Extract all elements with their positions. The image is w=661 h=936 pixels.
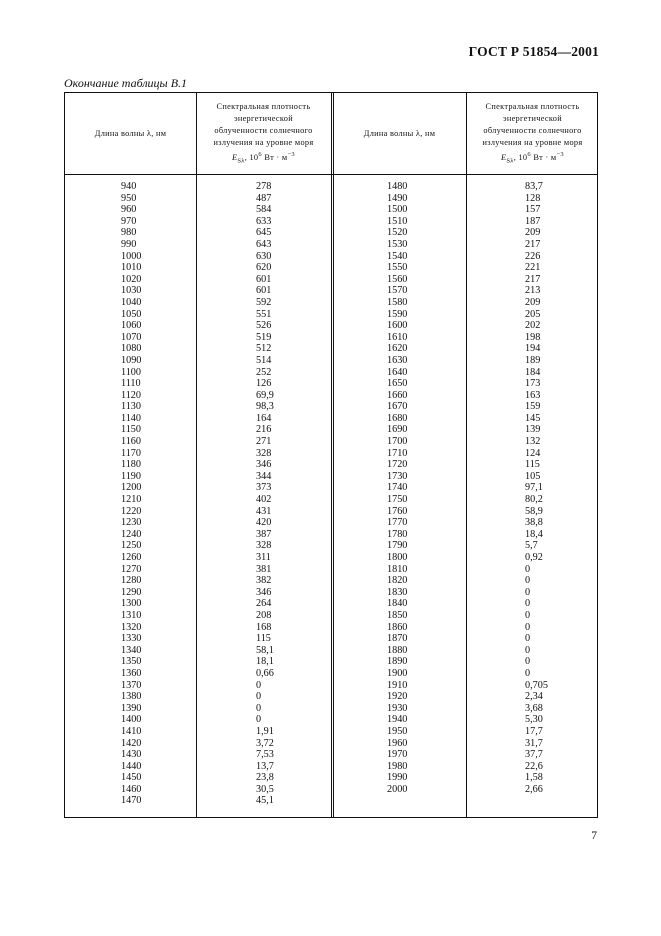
wavelength-cell: 1070 [121, 331, 142, 343]
wavelength-cell: 980 [121, 227, 137, 239]
density-cell: 184 [525, 366, 541, 378]
wavelength-cell: 1440 [121, 760, 142, 772]
wavelength-cell: 1230 [121, 517, 142, 529]
density-cell: 264 [256, 598, 272, 610]
wavelength-cell: 1410 [121, 725, 142, 737]
wavelength-cell: 1930 [387, 702, 408, 714]
density-cell: 83,7 [525, 181, 543, 192]
wavelength-cell: 1580 [387, 296, 408, 308]
wavelength-cell: 1990 [387, 772, 408, 784]
wavelength-cell: 1260 [121, 552, 142, 563]
density-cell: 620 [256, 262, 272, 274]
wavelength-cell: 1250 [121, 540, 142, 552]
wavelength-cell: 1140 [121, 412, 141, 424]
wavelength-cell: 1020 [121, 273, 142, 285]
wavelength-cell: 1150 [121, 424, 141, 436]
right-wavelength-column [387, 181, 407, 795]
density-cell: 213 [525, 285, 541, 297]
wavelength-cell: 1010 [121, 262, 142, 274]
wavelength-cell: 1590 [387, 308, 408, 320]
wavelength-cell: 1490 [387, 192, 408, 204]
wavelength-cell: 1760 [387, 505, 408, 517]
wavelength-cell: 1270 [121, 563, 142, 575]
wavelength-cell: 1600 [387, 320, 408, 332]
left-density-column [256, 181, 274, 807]
density-cell: 0 [525, 656, 531, 668]
density-cell: 198 [525, 331, 541, 343]
density-cell: 2,66 [525, 783, 543, 795]
wavelength-cell: 1310 [121, 609, 142, 621]
density-cell: 209 [525, 227, 541, 239]
wavelength-cell: 1300 [121, 598, 142, 610]
density-cell: 208 [256, 609, 272, 621]
wavelength-cell: 1900 [387, 667, 408, 679]
density-cell: 584 [256, 204, 272, 216]
wavelength-cell: 1090 [121, 354, 142, 366]
wavelength-cell: 940 [121, 181, 137, 192]
density-cell: 311 [256, 552, 271, 563]
wavelength-cell: 1330 [121, 633, 142, 645]
wavelength-cell: 1780 [387, 528, 408, 540]
wavelength-cell: 1400 [121, 714, 142, 726]
density-cell: 0 [525, 667, 531, 679]
wavelength-cell: 1660 [387, 389, 408, 401]
density-cell: 278 [256, 181, 272, 192]
wavelength-cell: 1730 [387, 470, 408, 482]
density-cell: 139 [525, 424, 541, 436]
wavelength-cell: 1290 [121, 586, 142, 598]
wavelength-cell: 1790 [387, 540, 408, 552]
document-code: ГОСТ Р 51854—2001 [468, 44, 599, 59]
density-cell: 115 [256, 633, 271, 645]
density-cell: 0,92 [525, 552, 543, 563]
wavelength-cell: 1640 [387, 366, 408, 378]
density-cell: 69,9 [256, 389, 274, 401]
wavelength-cell: 950 [121, 192, 137, 204]
wavelength-cell: 1390 [121, 702, 142, 714]
wavelength-cell: 1430 [121, 749, 142, 761]
wavelength-cell: 1690 [387, 424, 408, 436]
density-cell: 164 [256, 412, 272, 424]
density-cell: 17,7 [525, 725, 543, 737]
density-cell: 514 [256, 354, 272, 366]
density-cell: 31,7 [525, 737, 543, 749]
density-cell: 1,91 [256, 725, 274, 737]
wavelength-cell: 1000 [121, 250, 142, 262]
wavelength-cell: 1350 [121, 656, 142, 668]
density-cell: 194 [525, 343, 541, 355]
density-cell: 0 [525, 633, 531, 645]
wavelength-cell: 1190 [121, 470, 141, 482]
density-cell: 0 [256, 702, 262, 714]
density-cell: 13,7 [256, 760, 274, 772]
wavelength-cell: 970 [121, 215, 137, 227]
density-cell: 7,53 [256, 749, 274, 761]
density-cell: 431 [256, 505, 272, 517]
wavelength-cell: 1040 [121, 296, 142, 308]
density-cell: 512 [256, 343, 272, 355]
density-cell: 202 [525, 320, 541, 332]
wavelength-cell: 1840 [387, 598, 408, 610]
wavelength-cell: 1860 [387, 621, 408, 633]
wavelength-cell: 1560 [387, 273, 408, 285]
wavelength-cell: 1770 [387, 517, 408, 529]
wavelength-cell: 1810 [387, 563, 408, 575]
density-cell: 601 [256, 273, 272, 285]
density-cell: 0 [525, 563, 531, 575]
wavelength-cell: 1920 [387, 691, 408, 703]
density-cell: 58,1 [256, 644, 274, 656]
density-cell: 346 [256, 586, 272, 598]
density-cell: 157 [525, 204, 541, 216]
density-cell: 551 [256, 308, 272, 320]
density-cell: 187 [525, 215, 541, 227]
header-wavelength-left: Длина волны λ, нм [94, 129, 167, 138]
column-divider [196, 93, 197, 817]
density-cell: 173 [525, 378, 541, 390]
wavelength-cell: 1420 [121, 737, 142, 749]
density-cell: 159 [525, 401, 541, 413]
wavelength-cell: 1170 [121, 447, 141, 459]
density-cell: 128 [525, 192, 541, 204]
density-cell: 519 [256, 331, 272, 343]
wavelength-cell: 1820 [387, 575, 408, 587]
wavelength-cell: 1340 [121, 644, 142, 656]
column-divider [333, 93, 334, 817]
wavelength-cell: 1880 [387, 644, 408, 656]
wavelength-cell: 1620 [387, 343, 408, 355]
density-cell: 0 [525, 586, 531, 598]
wavelength-cell: 1670 [387, 401, 408, 413]
wavelength-cell: 1720 [387, 459, 408, 471]
wavelength-cell: 1280 [121, 575, 142, 587]
density-cell: 221 [525, 262, 541, 274]
wavelength-cell: 1850 [387, 609, 408, 621]
density-cell: 97,1 [525, 482, 543, 494]
wavelength-cell: 1210 [121, 494, 142, 506]
wavelength-cell: 1180 [121, 459, 141, 471]
density-cell: 80,2 [525, 494, 543, 506]
density-cell: 126 [256, 378, 272, 390]
density-cell: 252 [256, 366, 272, 378]
wavelength-cell: 1740 [387, 482, 408, 494]
wavelength-cell: 1980 [387, 760, 408, 772]
wavelength-cell: 1160 [121, 436, 141, 448]
wavelength-cell: 1960 [387, 737, 408, 749]
density-cell: 643 [256, 238, 272, 250]
wavelength-cell: 1100 [121, 366, 141, 378]
column-divider [466, 93, 467, 817]
wavelength-cell: 1540 [387, 250, 408, 262]
header-wavelength-right: Длина волны λ, нм [363, 129, 436, 138]
wavelength-cell: 2000 [387, 783, 408, 795]
density-cell: 5,30 [525, 714, 543, 726]
wavelength-cell: 1080 [121, 343, 142, 355]
wavelength-cell: 1360 [121, 667, 142, 679]
wavelength-cell: 1830 [387, 586, 408, 598]
density-cell: 205 [525, 308, 541, 320]
wavelength-cell: 1890 [387, 656, 408, 668]
wavelength-cell: 1530 [387, 238, 408, 250]
wavelength-cell: 1510 [387, 215, 408, 227]
density-cell: 592 [256, 296, 272, 308]
density-cell: 18,4 [525, 528, 543, 540]
density-cell: 346 [256, 459, 272, 471]
density-cell: 271 [256, 436, 272, 448]
header-density-right: Спектральная плотность энергетической облученности солнечного излучения на уровне моря $E_{S\lambda}$, $10^6$ Вт · $м^{-3}$ [482, 101, 583, 165]
density-cell: 209 [525, 296, 541, 308]
wavelength-cell: 1130 [121, 401, 141, 413]
wavelength-cell: 1550 [387, 262, 408, 274]
density-cell: 115 [525, 459, 540, 471]
density-cell: 0 [256, 679, 262, 691]
density-cell: 0,66 [256, 667, 274, 679]
density-cell: 0,705 [525, 679, 548, 691]
density-cell: 0 [525, 644, 531, 656]
density-cell: 132 [525, 436, 541, 448]
density-cell: 387 [256, 528, 272, 540]
density-cell: 5,7 [525, 540, 538, 552]
wavelength-cell: 1940 [387, 714, 408, 726]
wavelength-cell: 1370 [121, 679, 142, 691]
density-cell: 0 [525, 598, 531, 610]
density-cell: 0 [525, 609, 531, 621]
right-density-column [525, 181, 548, 795]
density-cell: 487 [256, 192, 272, 204]
density-cell: 3,68 [525, 702, 543, 714]
density-cell: 37,7 [525, 749, 543, 761]
density-cell: 189 [525, 354, 541, 366]
density-cell: 217 [525, 273, 541, 285]
wavelength-cell: 1630 [387, 354, 408, 366]
wavelength-cell: 1650 [387, 378, 408, 390]
wavelength-cell: 1700 [387, 436, 408, 448]
wavelength-cell: 1110 [121, 378, 141, 390]
density-cell: 328 [256, 540, 272, 552]
wavelength-cell: 1710 [387, 447, 408, 459]
density-cell: 38,8 [525, 517, 543, 529]
density-cell: 23,8 [256, 772, 274, 784]
wavelength-cell: 1870 [387, 633, 408, 645]
wavelength-cell: 1120 [121, 389, 141, 401]
density-cell: 373 [256, 482, 272, 494]
wavelength-cell: 1200 [121, 482, 142, 494]
wavelength-cell: 1500 [387, 204, 408, 216]
density-cell: 216 [256, 424, 272, 436]
wavelength-cell: 1610 [387, 331, 408, 343]
density-cell: 645 [256, 227, 272, 239]
wavelength-cell: 1750 [387, 494, 408, 506]
density-cell: 163 [525, 389, 541, 401]
column-divider [331, 93, 332, 817]
wavelength-cell: 1320 [121, 621, 142, 633]
table-caption: Окончание таблицы В.1 [64, 76, 188, 90]
density-cell: 217 [525, 238, 541, 250]
wavelength-cell: 1910 [387, 679, 408, 691]
density-cell: 58,9 [525, 505, 543, 517]
density-cell: 2,34 [525, 691, 543, 703]
wavelength-cell: 1970 [387, 749, 408, 761]
density-cell: 226 [525, 250, 541, 262]
left-wavelength-column [121, 181, 141, 807]
wavelength-cell: 1450 [121, 772, 142, 784]
wavelength-cell: 1470 [121, 795, 142, 807]
wavelength-cell: 990 [121, 238, 137, 250]
density-cell: 1,58 [525, 772, 543, 784]
density-cell: 22,6 [525, 760, 543, 772]
page-number: 7 [591, 830, 597, 842]
wavelength-cell: 1220 [121, 505, 142, 517]
density-cell: 402 [256, 494, 272, 506]
wavelength-cell: 1800 [387, 552, 408, 563]
density-cell: 0 [525, 621, 531, 633]
density-cell: 105 [525, 470, 541, 482]
density-cell: 630 [256, 250, 272, 262]
wavelength-cell: 1950 [387, 725, 408, 737]
wavelength-cell: 1030 [121, 285, 142, 297]
density-cell: 633 [256, 215, 272, 227]
density-cell: 3,72 [256, 737, 274, 749]
density-cell: 145 [525, 412, 541, 424]
spectral-table [64, 92, 598, 818]
wavelength-cell: 1060 [121, 320, 142, 332]
density-cell: 124 [525, 447, 541, 459]
density-cell: 0 [256, 691, 262, 703]
wavelength-cell: 1050 [121, 308, 142, 320]
density-cell: 328 [256, 447, 272, 459]
density-cell: 18,1 [256, 656, 274, 668]
density-cell: 98,3 [256, 401, 274, 413]
density-cell: 420 [256, 517, 272, 529]
wavelength-cell: 1480 [387, 181, 408, 192]
wavelength-cell: 1680 [387, 412, 408, 424]
density-cell: 382 [256, 575, 272, 587]
density-cell: 30,5 [256, 783, 274, 795]
wavelength-cell: 1570 [387, 285, 408, 297]
wavelength-cell: 960 [121, 204, 137, 216]
density-cell: 0 [256, 714, 262, 726]
density-cell: 168 [256, 621, 272, 633]
wavelength-cell: 1520 [387, 227, 408, 239]
density-cell: 344 [256, 470, 272, 482]
density-cell: 0 [525, 575, 531, 587]
wavelength-cell: 1380 [121, 691, 142, 703]
header-density-left: Спектральная плотность энергетической облученности солнечного излучения на уровне моря $E_{S\lambda}$, $10^6$ Вт · $м^{-3}$ [213, 101, 314, 165]
density-cell: 381 [256, 563, 272, 575]
wavelength-cell: 1460 [121, 783, 142, 795]
wavelength-cell: 1240 [121, 528, 142, 540]
density-cell: 601 [256, 285, 272, 297]
density-cell: 526 [256, 320, 272, 332]
density-cell: 45,1 [256, 795, 274, 807]
